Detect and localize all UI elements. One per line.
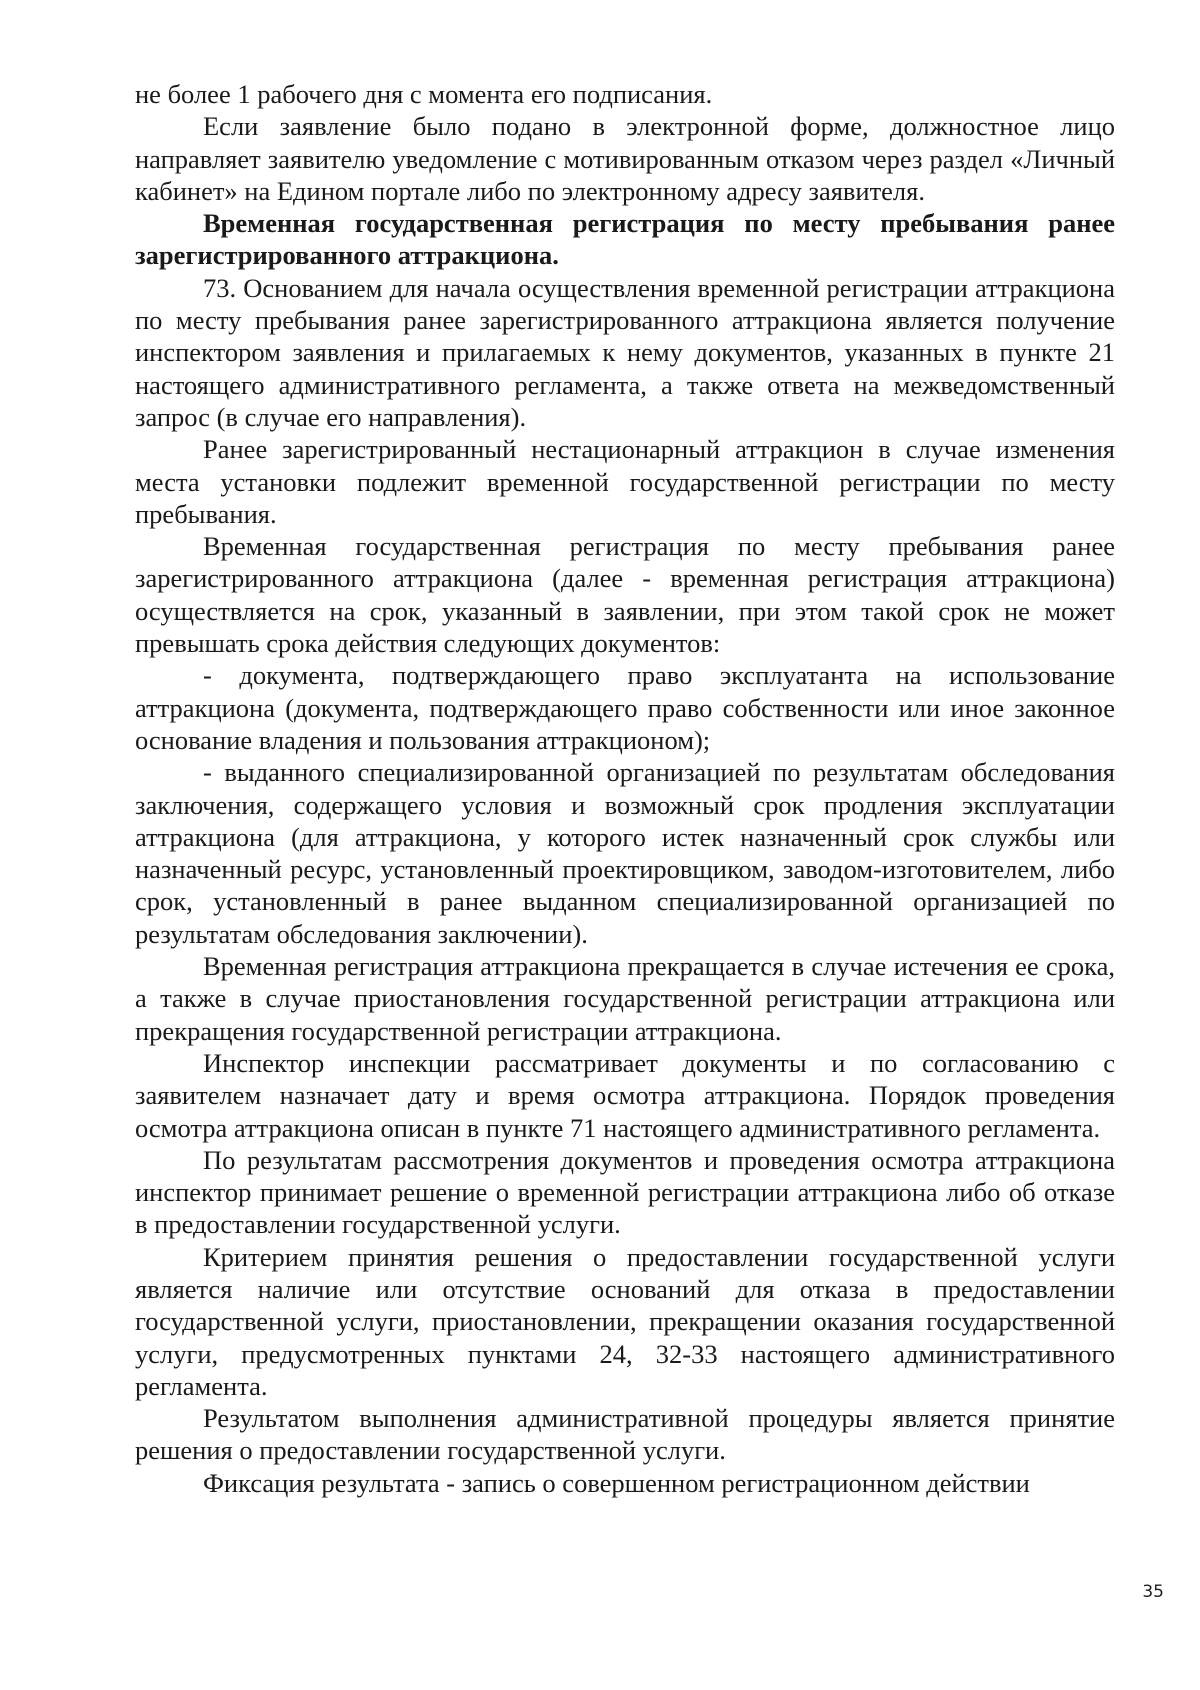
section-heading: Временная государственная регистрация по месту пребывания ранее зарегистрированного аттракциона. [135, 208, 1115, 271]
paragraph-electronic-form: Если заявление было подано в электронной форме, должностное лицо направляет заявителю уведомление с мотивированным отказом через раздел «Личный кабинет» на Едином портале либо по электронному адресу заявителя. [135, 111, 1115, 206]
paragraph-termination: Временная регистрация аттракциона прекращается в случае истечения ее срока, а также в случае приостановления государственной регистрации аттракциона или прекращения государственной регистрации аттракциона. [135, 951, 1115, 1046]
paragraph-result: Результатом выполнения административной процедуры является принятие решения о предоставлении государственной услуги. [135, 1403, 1115, 1466]
paragraph-item-73: 73. Основанием для начала осуществления временной регистрации аттракциона по месту пребывания ранее зарегистрированного аттракциона является получение инспектором заявления и прилагаемых к нему документов, указанных в пункте 21 настоящего административного регламента, а также ответа на межведомственный запрос (в случае его направления). [135, 272, 1115, 432]
paragraph-nonstationary: Ранее зарегистрированный нестационарный аттракцион в случае изменения места установки подлежит временной государственной регистрации по месту пребывания. [135, 434, 1115, 529]
paragraph-criterion: Критерием принятия решения о предоставлении государственной услуги является наличие или отсутствие оснований для отказа в предоставлении государственной услуги, приостановлении, прекращении оказания государственной услуги, предусмотренных пунктами 24, 32-33 настоящего административного регламента. [135, 1241, 1115, 1401]
paragraph-inspection: Инспектор инспекции рассматривает документы и по согласованию с заявителем назначает дату и время осмотра аттракциона. Порядок проведения осмотра аттракциона описан в пункте 71 настоящего административного регламента. [135, 1047, 1115, 1143]
list-item-conclusion: - выданного специализированной организацией по результатам обследования заключения, содержащего условия и возможный срок продления эксплуатации аттракциона (для аттракциона, у которого истек назначенный срок службы или назначенный ресурс, установленный проектировщиком, заводом-изготовителем, либо срок, установленный в ранее выданном специализированной организацией по результатам обследования заключении). [135, 757, 1115, 949]
paragraph-continuation: не более 1 рабочего дня с момента его подписания. [135, 79, 713, 109]
list-item-document: - документа, подтверждающего право эксплуатанта на использование аттракциона (документа, подтверждающего право собственности или иное законное основание владения и пользования аттракционом); [135, 660, 1115, 755]
paragraph-decision: По результатам рассмотрения документов и проведения осмотра аттракциона инспектор принимает решение о временной регистрации аттракциона либо об отказе в предоставлении государственной услуги. [135, 1144, 1115, 1240]
paragraph-fixation: Фиксация результата - запись о совершенном регистрационном действии [203, 1467, 1030, 1498]
paragraph-temporary-term: Временная государственная регистрация по месту пребывания ранее зарегистрированного аттракциона (далее - временная регистрация аттракциона) осуществляется на срок, указанный в заявлении, при этом такой срок не может превышать срока действия следующих документов: [135, 531, 1115, 659]
document-body [135, 78, 1115, 1499]
page-number: 35 [1142, 1582, 1164, 1602]
